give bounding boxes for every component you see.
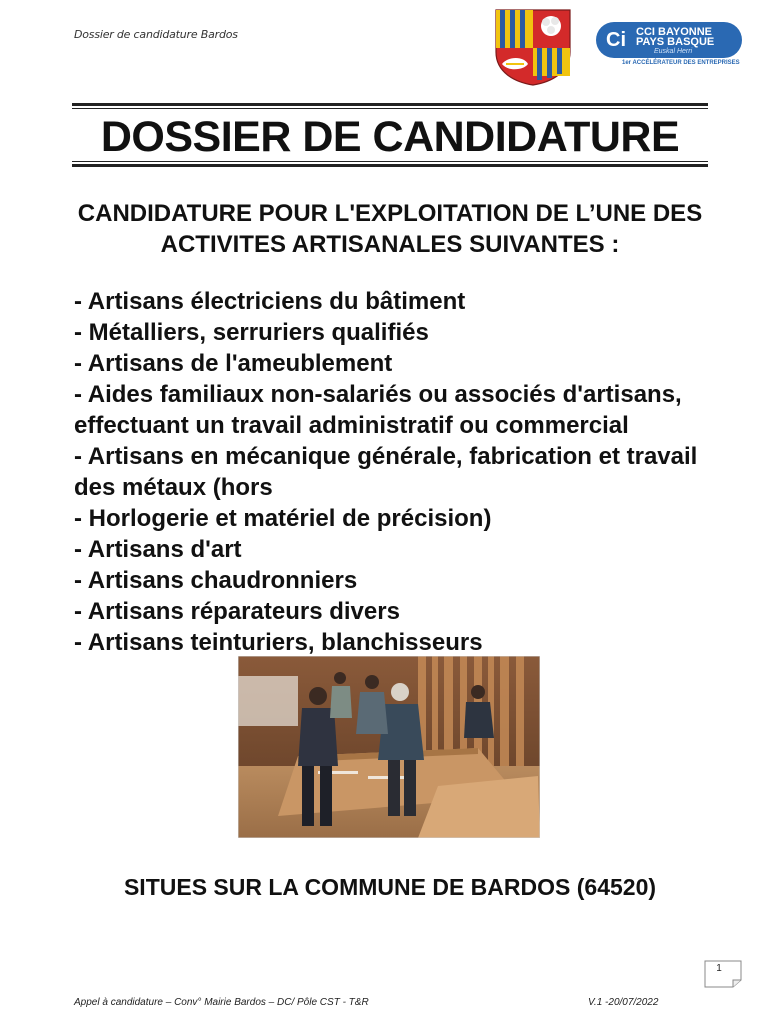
location-heading: SITUES SUR LA COMMUNE DE BARDOS (64520) <box>123 874 657 900</box>
subtitle <box>72 198 708 260</box>
activities-list <box>74 286 714 658</box>
title-rule-bottom-thin <box>72 161 708 162</box>
list-item: - Artisans réparateurs divers <box>74 598 400 625</box>
list-item: - Artisans teinturiers, blanchisseurs <box>74 629 483 656</box>
cci-logo-tagline: 1er ACCÉLÉRATEUR DES ENTREPRISES <box>622 60 740 66</box>
list-item: des métaux (hors <box>74 474 273 501</box>
title-rule-top-thick <box>72 103 708 106</box>
list-item: - Artisans de l'ameublement <box>74 350 393 377</box>
footer-version: V.1 -20/07/2022 <box>588 997 659 1008</box>
bardos-crest-logo <box>494 8 572 86</box>
list-item: - Horlogerie et matériel de précision) <box>74 505 492 532</box>
page-title: DOSSIER DE CANDIDATURE <box>100 113 680 161</box>
workshop-photo <box>238 656 540 838</box>
running-header: Dossier de candidature Bardos <box>74 28 238 41</box>
cci-logo-line2: PAYS BASQUE <box>636 36 715 48</box>
footer-reference: Appel à candidature – Conv° Mairie Bardos – DC/ Pôle CST - T&R <box>74 997 369 1008</box>
cci-logo-line3: Euskal Herri <box>654 48 693 55</box>
cci-logo-line1: CCI BAYONNE <box>636 26 712 38</box>
cci-bayonne-logo <box>596 22 742 70</box>
list-item: - Métalliers, serruriers qualifiés <box>74 319 429 346</box>
list-item: - Artisans en mécanique générale, fabrication et travail <box>74 443 698 470</box>
list-item: effectuant un travail administratif ou commercial <box>74 412 629 439</box>
title-rule-top-thin <box>72 108 708 109</box>
subtitle-line: ACTIVITES ARTISANALES SUIVANTES : <box>160 231 620 258</box>
list-item: - Artisans d'art <box>74 536 242 563</box>
title-rule-bottom-thick <box>72 164 708 167</box>
cci-mark-icon: Ci <box>606 29 626 51</box>
subtitle-line: CANDIDATURE POUR L'EXPLOITATION DE L’UNE DES <box>77 200 703 227</box>
list-item: - Artisans chaudronniers <box>74 567 358 594</box>
list-item: - Aides familiaux non-salariés ou associés d'artisans, <box>74 381 682 408</box>
list-item: - Artisans électriciens du bâtiment <box>74 288 466 315</box>
page-number: 1 <box>716 963 722 974</box>
